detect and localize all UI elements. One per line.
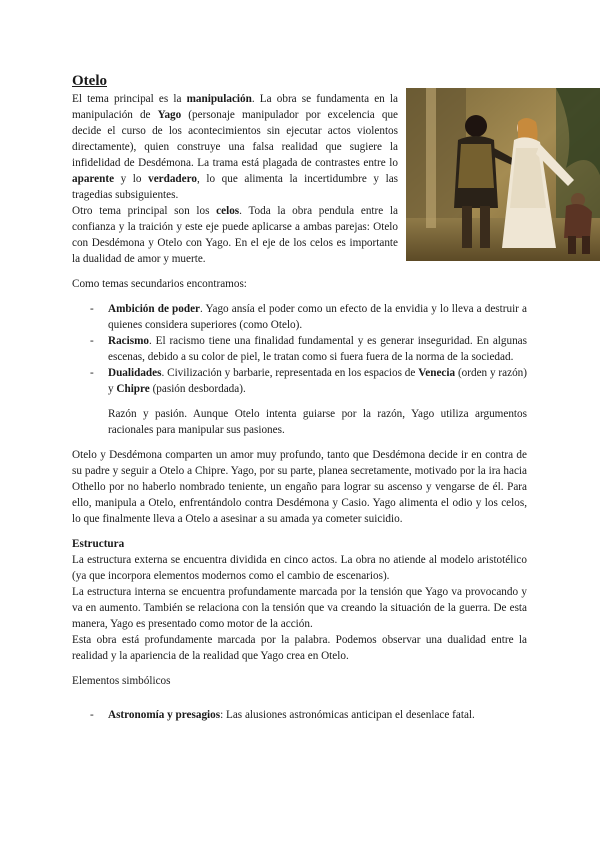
symbolic-list <box>72 707 527 723</box>
razon-pasion-paragraph: Razón y pasión. Aunque Otelo intenta guiarse por la razón, Yago utiliza argumentos racionales para manipular sus pasiones. <box>108 408 527 436</box>
structure-paragraph-3: Esta obra está profundamente marcada por la palabra. Podemos observar una dualidad entre la realidad y la apariencia de la realidad que Yago crea en Otelo. <box>72 634 527 662</box>
symbolic-heading: Elementos simbólicos <box>72 675 171 687</box>
list-item: - Racismo. El racismo tiene una finalidad fundamental y es generar inseguridad. En algunas escenas, debido a su color de piel, le tratan como si fuera fuera de la norma de la sociedad. <box>108 333 527 365</box>
document-page <box>72 72 527 723</box>
secondary-themes-list <box>72 301 527 397</box>
othello-painting-image <box>406 88 600 261</box>
intro-paragraph-2: Otro tema principal son los celos. Toda la obra pendula entre la confianza y la traición y este eje puede aplicarse a ambas parejas: Otelo con Desdémona y Otelo con Yago. En el eje de los celos es importante la dualidad de amor y muerte. <box>72 205 398 265</box>
structure-paragraph-1: La estructura externa se encuentra dividida en cinco actos. La obra no atiende al modelo aristotélico (ya que incorpora elementos modernos como el cambio de escenarios). <box>72 554 527 582</box>
page-title: Otelo <box>72 73 107 89</box>
list-item: - Astronomía y presagios: Las alusiones astronómicas anticipan el desenlace fatal. <box>108 707 527 723</box>
structure-heading: Estructura <box>72 538 125 550</box>
intro-section <box>72 91 527 267</box>
plot-paragraph: Otelo y Desdémona comparten un amor muy profundo, tanto que Desdémona decide ir en contra de su padre y seguir a Otelo a Chipre. Yago, por su parte, planea secretamente, motivado por la ira hacia Othello por no haberlo nombrado teniente, un engaño para lograr su ascenso y vengarse de él. Para ello, manipula a Otelo, enfrentándolo contra Desdémona y Casio. Yago alimenta el odio y los celos, lo que finalmente lleva a Otelo a asesinar a su amada ya cometer suicidio. <box>72 449 527 525</box>
secondary-themes-intro: Como temas secundarios encontramos: <box>72 278 247 290</box>
list-item: - Ambición de poder. Yago ansía el poder como un efecto de la envidia y lo lleva a destruir a quienes considera superiores (como Otelo). <box>108 301 527 333</box>
intro-paragraph-1: El tema principal es la manipulación. La obra se fundamenta en la manipulación de Yago (personaje manipulador por excelencia que decide el curso de los acontecimientos sin ejecutar actos violentos directamente), quien construye una falsa realidad que sugiere la infidelidad de Desdémona. La trama está plagada de contrastes entre lo aparente y lo verdadero, lo que alimenta la incertidumbre y las tragedias subsiguientes. <box>72 93 399 201</box>
structure-paragraph-2: La estructura interna se encuentra profundamente marcada por la tensión que Yago va provocando y va en aumento. También se relaciona con la tensión que va creando la situación de la guerra. De esta manera, Yago es presentado como motor de la acción. <box>72 586 527 630</box>
list-item: - Dualidades. Civilización y barbarie, representada en los espacios de Venecia (orden y razón) y Chipre (pasión desbordada). <box>108 365 527 397</box>
